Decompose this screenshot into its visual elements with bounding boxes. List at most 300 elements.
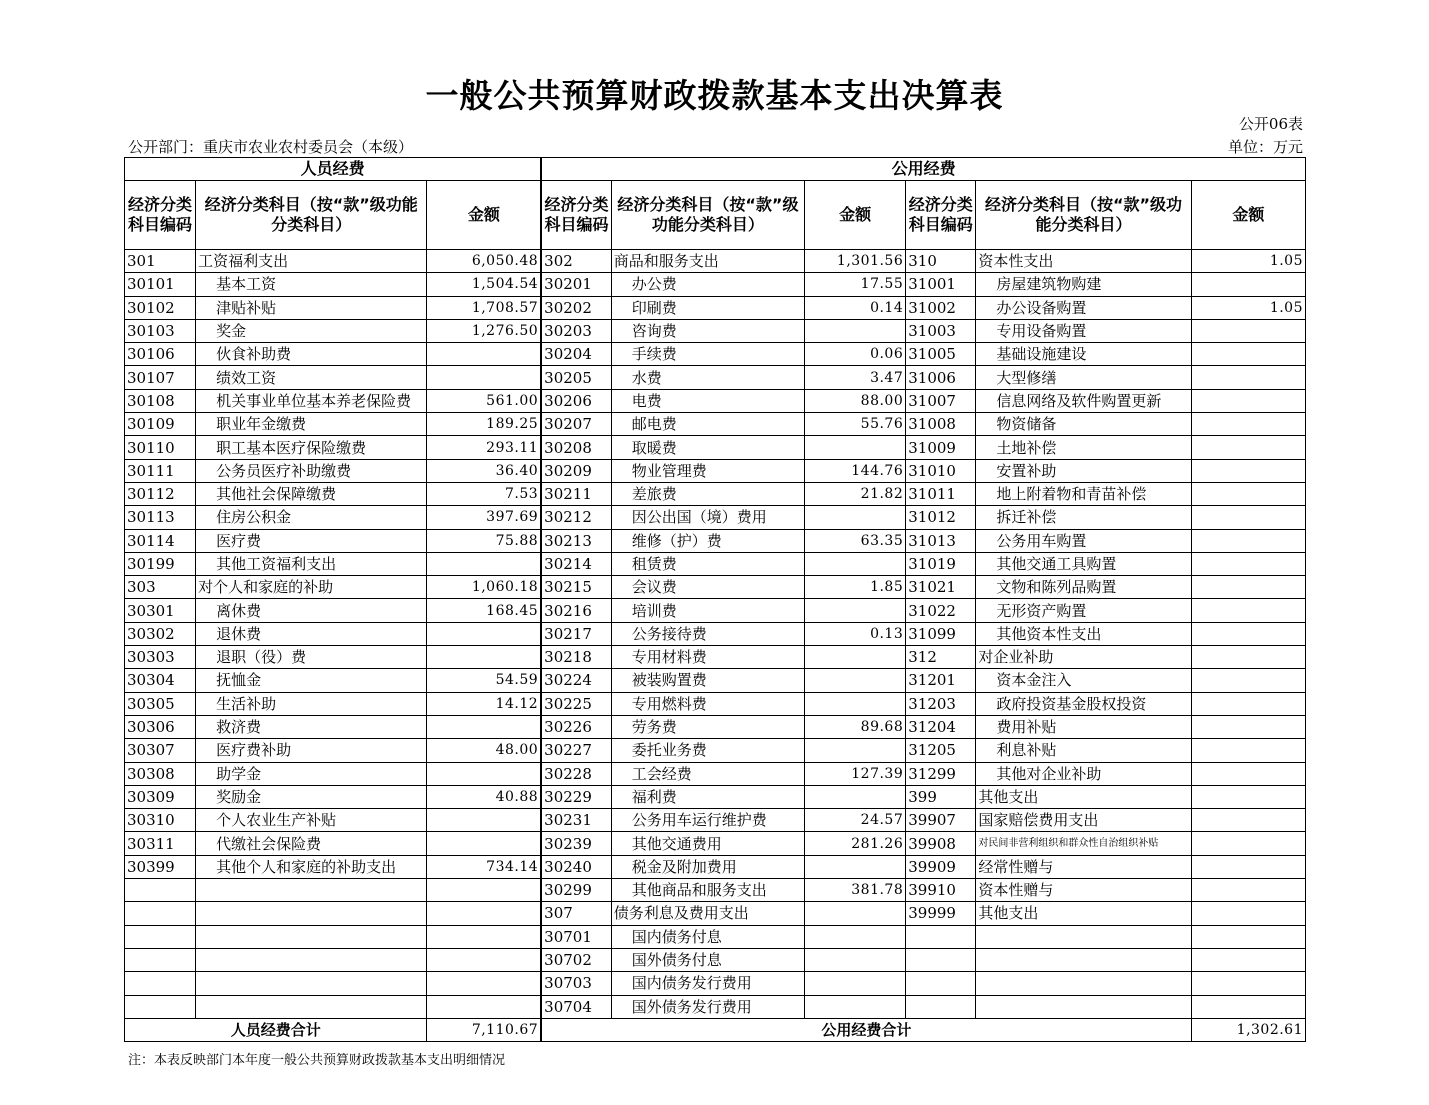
item-name-cell: 国外债务发行费用: [611, 995, 804, 1018]
code-cell: 30304: [125, 669, 196, 692]
table-row: [125, 343, 1306, 366]
code-cell: 312: [906, 646, 976, 669]
amount-cell: 14.12: [427, 692, 541, 715]
code-cell: 30114: [125, 529, 196, 552]
code-cell: 30228: [541, 762, 611, 785]
amount-cell: [1191, 809, 1305, 832]
item-name-cell: [976, 995, 1191, 1018]
item-name-cell: 津贴补贴: [196, 296, 427, 319]
amount-cell: [1191, 319, 1305, 342]
item-name-cell: 公务员医疗补助缴费: [196, 459, 427, 482]
code-cell: 30107: [125, 366, 196, 389]
item-name-cell: 国家赔偿费用支出: [976, 809, 1191, 832]
item-name-cell: 工资福利支出: [196, 250, 427, 273]
amount-cell: [1191, 529, 1305, 552]
code-cell: [125, 925, 196, 948]
amount-cell: [1191, 389, 1305, 412]
amount-cell: [805, 785, 906, 808]
table-row: [125, 319, 1306, 342]
amount-cell: [805, 692, 906, 715]
table-row: [125, 832, 1306, 855]
amount-cell: [1191, 669, 1305, 692]
amount-cell: 397.69: [427, 506, 541, 529]
amount-cell: [1191, 273, 1305, 296]
item-name-cell: 资本性赠与: [976, 879, 1191, 902]
code-cell: 31003: [906, 319, 976, 342]
item-name-cell: 专用材料费: [611, 646, 804, 669]
code-cell: 31022: [906, 599, 976, 622]
table-row: [125, 552, 1306, 575]
amount-cell: 40.88: [427, 785, 541, 808]
item-name-cell: 政府投资基金股权投资: [976, 692, 1191, 715]
item-name-cell: 办公费: [611, 273, 804, 296]
item-name-cell: 会议费: [611, 576, 804, 599]
item-name-cell: 生活补助: [196, 692, 427, 715]
code-cell: 31012: [906, 506, 976, 529]
public-total-label: 公用经费合计: [541, 1018, 1191, 1041]
amount-cell: 24.57: [805, 809, 906, 832]
personnel-total-label: 人员经费合计: [125, 1018, 427, 1041]
item-name-cell: 咨询费: [611, 319, 804, 342]
code-cell: 30704: [541, 995, 611, 1018]
amount-cell: [427, 902, 541, 925]
code-cell: 31007: [906, 389, 976, 412]
item-name-cell: 劳务费: [611, 715, 804, 738]
amount-cell: [805, 855, 906, 878]
table-row: [125, 715, 1306, 738]
code-cell: [125, 902, 196, 925]
item-name-cell: 电费: [611, 389, 804, 412]
code-cell: 30202: [541, 296, 611, 319]
item-name-cell: 工会经费: [611, 762, 804, 785]
code-cell: [125, 879, 196, 902]
item-name-cell: 对企业补助: [976, 646, 1191, 669]
item-name-cell: 退职（役）费: [196, 646, 427, 669]
code-cell: 30213: [541, 529, 611, 552]
code-cell: [906, 995, 976, 1018]
item-name-cell: [196, 879, 427, 902]
amount-cell: [1191, 832, 1305, 855]
code-cell: 30201: [541, 273, 611, 296]
table-row: [125, 366, 1306, 389]
code-cell: 30103: [125, 319, 196, 342]
budget-table: [124, 157, 1306, 1042]
code-cell: 30109: [125, 413, 196, 436]
code-cell: 31008: [906, 413, 976, 436]
item-name-cell: 物业管理费: [611, 459, 804, 482]
code-cell: 30215: [541, 576, 611, 599]
code-cell: 39908: [906, 832, 976, 855]
amount-cell: 1,276.50: [427, 319, 541, 342]
item-name-cell: 基础设施建设: [976, 343, 1191, 366]
code-cell: 307: [541, 902, 611, 925]
code-cell: 30203: [541, 319, 611, 342]
item-name-cell: 基本工资: [196, 273, 427, 296]
code-cell: 30702: [541, 948, 611, 971]
code-cell: 31204: [906, 715, 976, 738]
code-cell: 30207: [541, 413, 611, 436]
table-row: [125, 669, 1306, 692]
item-name-cell: 其他个人和家庭的补助支出: [196, 855, 427, 878]
table-row: [125, 692, 1306, 715]
code-cell: 30102: [125, 296, 196, 319]
item-name-cell: 职工基本医疗保险缴费: [196, 436, 427, 459]
amount-cell: [1191, 436, 1305, 459]
item-name-cell: 个人农业生产补贴: [196, 809, 427, 832]
item-name-cell: 维修（护）费: [611, 529, 804, 552]
code-cell: 31201: [906, 669, 976, 692]
item-name-cell: 奖金: [196, 319, 427, 342]
code-cell: 302: [541, 250, 611, 273]
amount-cell: [1191, 785, 1305, 808]
amount-cell: [1191, 366, 1305, 389]
amount-cell: [1191, 925, 1305, 948]
item-name-cell: 印刷费: [611, 296, 804, 319]
code-cell: 30110: [125, 436, 196, 459]
code-cell: 30227: [541, 739, 611, 762]
name-header: 经济分类科目（按“款”级功能分类科目）: [196, 181, 427, 250]
amount-cell: 1,301.56: [805, 250, 906, 273]
amount-cell: [1191, 692, 1305, 715]
code-cell: 30225: [541, 692, 611, 715]
item-name-cell: 离休费: [196, 599, 427, 622]
amount-cell: [805, 972, 906, 995]
item-name-cell: 绩效工资: [196, 366, 427, 389]
item-name-cell: [196, 995, 427, 1018]
amount-cell: 168.45: [427, 599, 541, 622]
amount-cell: 0.13: [805, 622, 906, 645]
amount-cell: [805, 552, 906, 575]
item-name-cell: 助学金: [196, 762, 427, 785]
table-row: [125, 879, 1306, 902]
code-cell: 30311: [125, 832, 196, 855]
amount-cell: [805, 506, 906, 529]
table-row: [125, 995, 1306, 1018]
amount-cell: 88.00: [805, 389, 906, 412]
item-name-cell: 国外债务付息: [611, 948, 804, 971]
code-cell: 30226: [541, 715, 611, 738]
department-label: 公开部门：重庆市农业农村委员会（本级）: [128, 138, 414, 156]
amount-cell: 0.06: [805, 343, 906, 366]
table-row: [125, 273, 1306, 296]
item-name-cell: 差旅费: [611, 482, 804, 505]
code-cell: 30108: [125, 389, 196, 412]
item-name-cell: 费用补贴: [976, 715, 1191, 738]
amount-cell: [1191, 995, 1305, 1018]
column-header-row: [125, 181, 1306, 250]
table-row: [125, 622, 1306, 645]
amount-cell: 36.40: [427, 459, 541, 482]
code-cell: 30305: [125, 692, 196, 715]
amount-cell: [805, 436, 906, 459]
table-row: [125, 436, 1306, 459]
item-name-cell: 经常性赠与: [976, 855, 1191, 878]
code-cell: 31299: [906, 762, 976, 785]
name-header: 经济分类科目（按“款”级功能分类科目）: [611, 181, 804, 250]
amount-cell: 54.59: [427, 669, 541, 692]
item-name-cell: 被装购置费: [611, 669, 804, 692]
table-row: [125, 296, 1306, 319]
code-cell: 39999: [906, 902, 976, 925]
totals-row: [125, 1018, 1306, 1041]
item-name-cell: [976, 972, 1191, 995]
code-cell: 31011: [906, 482, 976, 505]
table-row: [125, 389, 1306, 412]
item-name-cell: 医疗费: [196, 529, 427, 552]
code-cell: [906, 972, 976, 995]
code-cell: 31099: [906, 622, 976, 645]
code-cell: 30239: [541, 832, 611, 855]
item-name-cell: 其他支出: [976, 902, 1191, 925]
code-cell: 39909: [906, 855, 976, 878]
amount-cell: 127.39: [805, 762, 906, 785]
amount-cell: [427, 552, 541, 575]
code-cell: 30111: [125, 459, 196, 482]
item-name-cell: 其他工资福利支出: [196, 552, 427, 575]
item-name-cell: 资本金注入: [976, 669, 1191, 692]
item-name-cell: 房屋建筑物购建: [976, 273, 1191, 296]
amount-cell: [805, 646, 906, 669]
amount-cell: 48.00: [427, 739, 541, 762]
code-cell: 30214: [541, 552, 611, 575]
item-name-cell: 其他商品和服务支出: [611, 879, 804, 902]
item-name-cell: 其他对企业补助: [976, 762, 1191, 785]
item-name-cell: 水费: [611, 366, 804, 389]
item-name-cell: [196, 972, 427, 995]
amount-cell: [805, 925, 906, 948]
code-cell: 30399: [125, 855, 196, 878]
amount-cell: 89.68: [805, 715, 906, 738]
table-row: [125, 948, 1306, 971]
item-name-cell: 其他交通工具购置: [976, 552, 1191, 575]
item-name-cell: 文物和陈列品购置: [976, 576, 1191, 599]
item-name-cell: 取暖费: [611, 436, 804, 459]
amount-cell: [427, 972, 541, 995]
code-cell: 30701: [541, 925, 611, 948]
table-row: [125, 576, 1306, 599]
code-cell: 30231: [541, 809, 611, 832]
item-name-cell: 公务用车运行维护费: [611, 809, 804, 832]
amount-cell: 7.53: [427, 482, 541, 505]
code-cell: 39907: [906, 809, 976, 832]
item-name-cell: 信息网络及软件购置更新: [976, 389, 1191, 412]
item-name-cell: 邮电费: [611, 413, 804, 436]
table-row: [125, 459, 1306, 482]
amount-cell: [1191, 482, 1305, 505]
item-name-cell: [196, 925, 427, 948]
code-cell: 30310: [125, 809, 196, 832]
item-name-cell: 其他社会保障缴费: [196, 482, 427, 505]
unit-label: 单位：万元: [1227, 138, 1303, 156]
amount-cell: [805, 599, 906, 622]
amount-cell: [427, 715, 541, 738]
amount-cell: [805, 739, 906, 762]
table-row: [125, 739, 1306, 762]
item-name-cell: 其他资本性支出: [976, 622, 1191, 645]
item-name-cell: 大型修缮: [976, 366, 1191, 389]
amount-cell: [1191, 948, 1305, 971]
table-row: [125, 762, 1306, 785]
amount-cell: [1191, 622, 1305, 645]
table-row: [125, 529, 1306, 552]
code-cell: 30240: [541, 855, 611, 878]
amount-cell: [427, 762, 541, 785]
amount-cell: [1191, 879, 1305, 902]
code-cell: 30106: [125, 343, 196, 366]
item-name-cell: 国内债务付息: [611, 925, 804, 948]
item-name-cell: 拆迁补偿: [976, 506, 1191, 529]
amount-cell: 75.88: [427, 529, 541, 552]
amount-cell: [1191, 459, 1305, 482]
code-cell: 31205: [906, 739, 976, 762]
amount-cell: 293.11: [427, 436, 541, 459]
amount-cell: 63.35: [805, 529, 906, 552]
amount-cell: [427, 832, 541, 855]
item-name-cell: 福利费: [611, 785, 804, 808]
amount-header: 金额: [805, 181, 906, 250]
item-name-cell: 无形资产购置: [976, 599, 1191, 622]
table-row: [125, 902, 1306, 925]
code-cell: 31002: [906, 296, 976, 319]
code-cell: 30308: [125, 762, 196, 785]
amount-cell: [1191, 646, 1305, 669]
code-cell: 31019: [906, 552, 976, 575]
amount-cell: [1191, 552, 1305, 575]
item-name-cell: 租赁费: [611, 552, 804, 575]
code-cell: 31006: [906, 366, 976, 389]
code-cell: [125, 995, 196, 1018]
footnote: 注：本表反映部门本年度一般公共预算财政拨款基本支出明细情况: [128, 1053, 506, 1068]
code-cell: 30301: [125, 599, 196, 622]
amount-cell: [805, 319, 906, 342]
table-row: [125, 809, 1306, 832]
code-cell: 30101: [125, 273, 196, 296]
table-row: [125, 925, 1306, 948]
amount-cell: [805, 995, 906, 1018]
table-row: [125, 646, 1306, 669]
amount-cell: [1191, 902, 1305, 925]
code-cell: 30307: [125, 739, 196, 762]
code-cell: 30212: [541, 506, 611, 529]
code-cell: 30224: [541, 669, 611, 692]
amount-cell: [1191, 972, 1305, 995]
item-name-cell: [976, 948, 1191, 971]
code-cell: 31013: [906, 529, 976, 552]
item-name-cell: 物资储备: [976, 413, 1191, 436]
item-name-cell: 住房公积金: [196, 506, 427, 529]
amount-cell: 55.76: [805, 413, 906, 436]
item-name-cell: 办公设备购置: [976, 296, 1191, 319]
code-cell: 31010: [906, 459, 976, 482]
code-cell: 310: [906, 250, 976, 273]
amount-cell: 0.14: [805, 296, 906, 319]
amount-cell: [427, 646, 541, 669]
amount-cell: 144.76: [805, 459, 906, 482]
amount-cell: 281.26: [805, 832, 906, 855]
code-cell: 30208: [541, 436, 611, 459]
amount-cell: [427, 879, 541, 902]
table-row: [125, 855, 1306, 878]
amount-cell: [1191, 762, 1305, 785]
amount-cell: [427, 809, 541, 832]
amount-cell: 1,060.18: [427, 576, 541, 599]
code-cell: 399: [906, 785, 976, 808]
amount-cell: [427, 366, 541, 389]
code-cell: 30217: [541, 622, 611, 645]
amount-cell: [427, 948, 541, 971]
amount-cell: [427, 622, 541, 645]
amount-cell: [1191, 855, 1305, 878]
amount-cell: [1191, 506, 1305, 529]
table-row: [125, 599, 1306, 622]
table-row: [125, 972, 1306, 995]
amount-cell: [805, 902, 906, 925]
item-name-cell: 国内债务发行费用: [611, 972, 804, 995]
item-name-cell: 机关事业单位基本养老保险费: [196, 389, 427, 412]
item-name-cell: 地上附着物和青苗补偿: [976, 482, 1191, 505]
table-row: [125, 785, 1306, 808]
code-cell: 30204: [541, 343, 611, 366]
amount-cell: 17.55: [805, 273, 906, 296]
item-name-cell: 债务利息及费用支出: [611, 902, 804, 925]
table-row: [125, 413, 1306, 436]
amount-cell: [1191, 715, 1305, 738]
item-name-cell: 抚恤金: [196, 669, 427, 692]
item-name-cell: 商品和服务支出: [611, 250, 804, 273]
item-name-cell: 其他支出: [976, 785, 1191, 808]
item-name-cell: 培训费: [611, 599, 804, 622]
code-cell: 31005: [906, 343, 976, 366]
code-cell: [125, 948, 196, 971]
amount-cell: [427, 995, 541, 1018]
item-name-cell: 安置补助: [976, 459, 1191, 482]
code-cell: 30306: [125, 715, 196, 738]
amount-cell: [1191, 739, 1305, 762]
amount-cell: 3.47: [805, 366, 906, 389]
amount-cell: 1,708.57: [427, 296, 541, 319]
table-row: [125, 506, 1306, 529]
item-name-cell: 其他交通费用: [611, 832, 804, 855]
amount-cell: 1.05: [1191, 296, 1305, 319]
table-row: [125, 482, 1306, 505]
item-name-cell: 资本性支出: [976, 250, 1191, 273]
code-cell: 31203: [906, 692, 976, 715]
public-group-header: 公用经费: [541, 158, 1305, 181]
amount-header: 金额: [1191, 181, 1305, 250]
code-cell: 30205: [541, 366, 611, 389]
item-name-cell: 对个人和家庭的补助: [196, 576, 427, 599]
item-name-cell: [976, 925, 1191, 948]
item-name-cell: 伙食补助费: [196, 343, 427, 366]
amount-cell: 561.00: [427, 389, 541, 412]
table-body: [125, 250, 1306, 1019]
amount-cell: 1,504.54: [427, 273, 541, 296]
amount-cell: 1.85: [805, 576, 906, 599]
code-cell: [125, 972, 196, 995]
code-cell: 39910: [906, 879, 976, 902]
code-cell: 30303: [125, 646, 196, 669]
code-cell: [906, 948, 976, 971]
code-header: 经济分类科目编码: [906, 181, 976, 250]
item-name-cell: 职业年金缴费: [196, 413, 427, 436]
code-cell: 30302: [125, 622, 196, 645]
amount-cell: [1191, 413, 1305, 436]
amount-cell: 189.25: [427, 413, 541, 436]
code-cell: 30206: [541, 389, 611, 412]
item-name-cell: 专用设备购置: [976, 319, 1191, 342]
code-cell: 30211: [541, 482, 611, 505]
code-cell: 30113: [125, 506, 196, 529]
